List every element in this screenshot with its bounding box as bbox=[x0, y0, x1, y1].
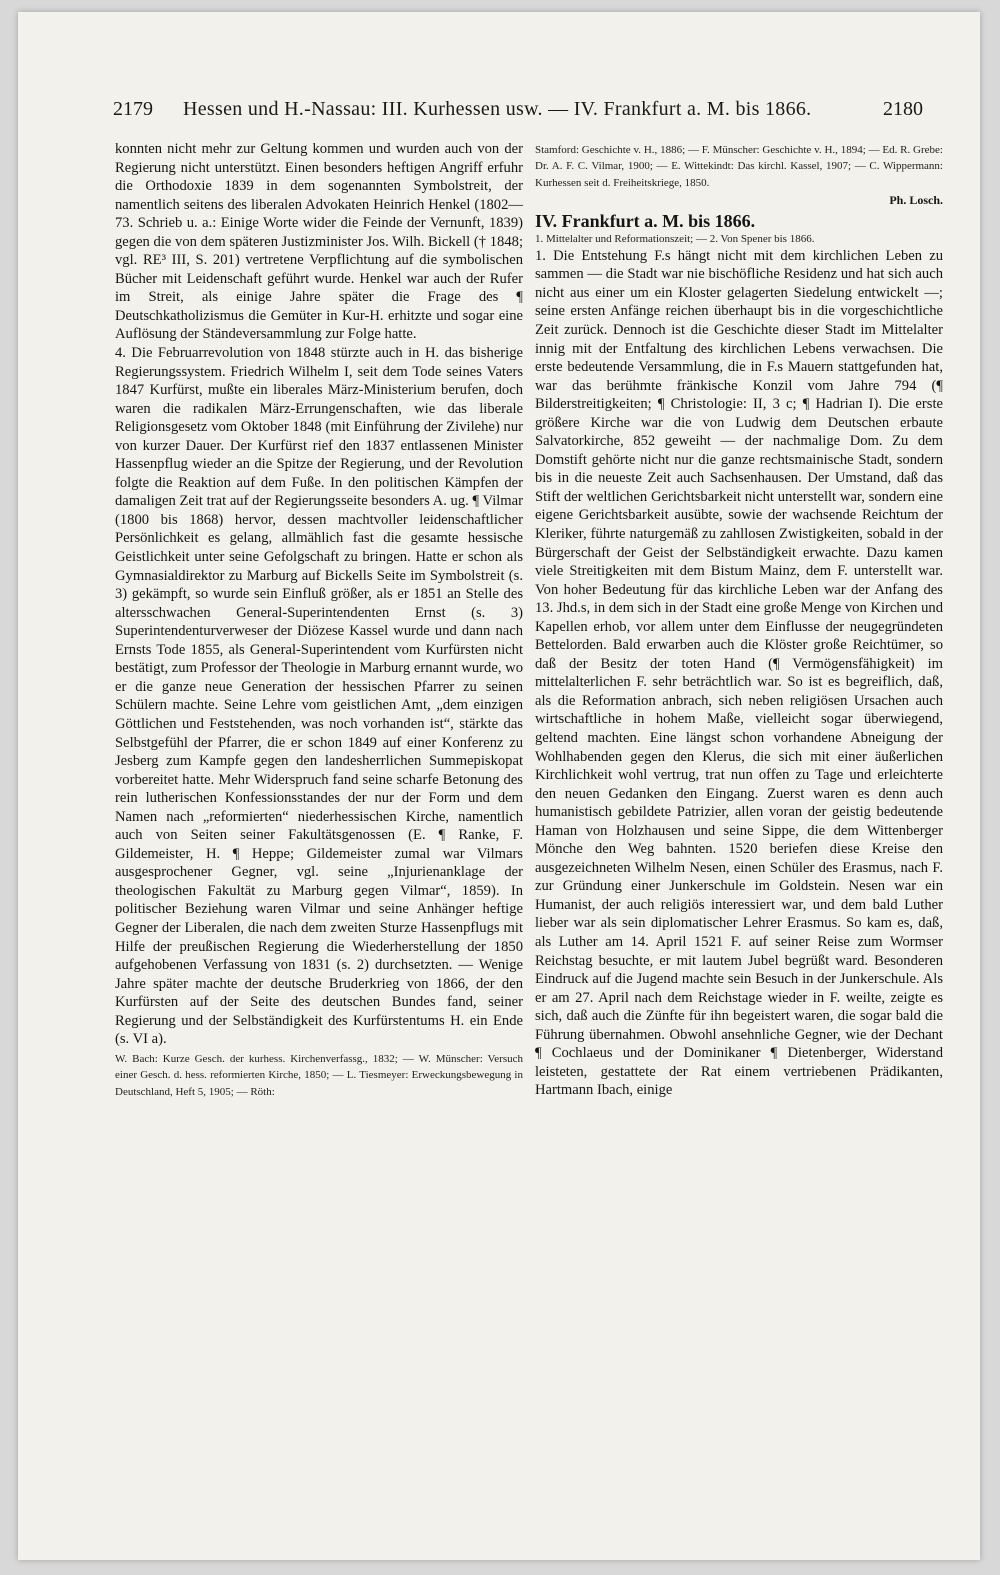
paragraph-section-4: 4. Die Februarrevolution von 1848 stürzte auch in H. das bisherige Regierungssystem. Friedrich Wilhelm I, seit dem Tode seines Vaters 1847 Kurfürst, mußte ein liberales März-Ministerium berufen, doch waren die radikalen März-Errungenschaften, wie das liberale Religionsgesetz vom Oktober 1848 (mit Einführung der Zivilehe) nur von kurzer Dauer. Der Kurfürst rief den 1837 entlassenen Minister Hassenpflug wieder an die Spitze der Regierung, und der Revolution folgte die Reaktion auf dem Fuße. In den politischen Kämpfen der damaligen Zeit trat auf der Regierungsseite besonders A. ug. ¶ Vilmar (1800 bis 1868) hervor, dessen machtvoller leidenschaftlicher Persönlichkeit es gelang, allmählich fast die gesamte hessische Geistlichkeit unter seine Gefolgschaft zu bringen. Hatte er schon als Gymnasialdirektor zu Marburg auf Bickells Seite im Symbolstreit (s. 3) gekämpft, so wurde sein Einfluß größer, als er 1851 an Stelle des altersschwachen General-Superintendenten Ernst (s. 3) Superintendenturverweser der Diözese Kassel wurde und dann nach Ernsts Tode 1855, als General-Superintendent vom Kurfürsten nicht bestätigt, zum Professor der Theologie in Marburg ernannt wurde, wo er die ganze neue Generation der hessischen Pfarrer zu seinen Schülern machte. Seine Lehre vom geistlichen Amt, „dem einzigen Göttlichen und Feststehenden, was noch vorhanden ist“, stärkte das Selbstgefühl der Pfarrer, die er schon 1849 auf einer Konferenz zu Jesberg zum Kampfe gegen den landesherrlichen Summepiskopat vorbereitet hatte. Mehr Widerspruch fand seine scharfe Betonung des rein lutherischen Konfessionsstandes der nur der Form und dem Namen nach „reformierten“ niederhessischen Kirche, namentlich auch von Seiten seiner Fakultätsgenossen (E. ¶ Ranke, F. Gildemeister, H. ¶ Heppe; Gildemeister zumal war Vilmars ausgesprochener Gegner, vgl. seine „Injurienanklage der theologischen Fakultät zu Marburg gegen Vilmar“, 1859). In politischer Beziehung waren Vilmar und seine Anhänger heftige Gegner der Liberalen, die nach dem zweiten Sturze Hassenpflugs mit Hilfe der preußischen Regierung die Wiederherstellung der 1850 aufgehobenen Verfassung von 1831 (s. 2) durchsetzten. — Wenige Jahre später machte der deutsche Bruderkrieg von 1866, der den Kurfürsten auf der Seite des deutschen Bundes fand, seiner Regierung und der Selbständigkeit des Kurfürstentums H. ein Ende (s. VI a). bbox=[115, 345, 523, 1048]
page-number-left: 2179 bbox=[113, 98, 153, 120]
page bbox=[18, 12, 980, 1560]
running-header bbox=[113, 98, 923, 132]
paragraph-symbolstreit: konnten nicht mehr zur Geltung kommen und wurden auch von der Regierung nicht unterstützt. Einen besonders heftigen Angriff erfuhr die Orthodoxie 1839 in dem sogenannten Symbolstreit, der namentlich seitens des liberalen Advokaten Heinrich Henkel (1802—73. Schrieb u. a.: Einige Worte wider die Feinde der Vernunft, 1839) gegen die von dem späteren Justizminister Jos. Wilh. Bickell († 1848; vgl. RE³ III, S. 201) vertretene Verpflichtung auf die symbolischen Bücher mit Leidenschaft geführt wurde. Henkel war auch der Rufer im Streit, als einige Jahre später die Frage des ¶ Deutschkatholizismus die Gemüter in Kur-H. erhitzte und sogar eine Auflösung der Ständeversammlung zur Folge hatte. bbox=[115, 141, 523, 343]
section-outline: 1. Mittelalter und Reformationszeit; — 2. Von Spener bis 1866. bbox=[535, 232, 815, 245]
author-signature: Ph. Losch. bbox=[889, 193, 943, 208]
literature-list: W. Bach: Kurze Gesch. der kurhess. Kirchenverfassg., 1832; — W. Münscher: Versuch einer Gesch. d. hess. reformierten Kirche, 1850; — L. Tiesmeyer: Erweckungsbewegung in Deutschland, Heft 5, 1905; — Röth: bbox=[115, 1052, 523, 1098]
literature-list-continued: Stamford: Geschichte v. H., 1886; — F. Münscher: Geschichte v. H., 1894; — Ed. R. Grebe: Dr. A. F. C. Vilmar, 1900; — E. Wittekindt: Das kirchl. Kassel, 1907; — C. Wippermann: Kurhessen seit d. Freiheitskriege, 1850. bbox=[535, 144, 943, 189]
right-column bbox=[535, 140, 943, 1100]
running-title: Hessen und H.-Nassau: III. Kurhessen usw. — IV. Frankfurt a. M. bis 1866. bbox=[183, 98, 812, 120]
paragraph-section-1: 1. Die Entstehung F.s hängt nicht mit dem kirchlichen Leben zu sammen — die Stadt war nie bischöfliche Residenz und hat sich auch nicht aus einer um ein Kloster gelagerten Siedelung entwickelt —; seine ersten Anfänge reichen überhaupt bis in die vorgeschichtliche Zeit zurück. Dennoch ist die Geschichte dieser Stadt im Mittelalter innig mit der Entfaltung des kirchlichen Lebens verwachsen. Die erste bedeutende Versammlung, die in F.s Mauern stattgefunden hat, war das berühmte fränkische Konzil vom Jahre 794 (¶ Bilderstreitigkeiten; ¶ Christologie: II, 3 c; ¶ Hadrian I). Die erste größere Kirche war die von Ludwig dem Deutschen erbaute Salvatorkirche, 852 geweiht — der nachmalige Dom. Zu dem Domstift gehörte nicht nur die ganze rechtsmainische Stadt, sondern bis in die neueste Zeit auch Sachsenhausen. Der Umstand, daß das Stift der weltlichen Gerichtsbarkeit nicht unterstellt war, sondern eine eigene Gerichtsbarkeit ausübte, sowie der wachsende Reichtum der Kleriker, führte naturgemäß zu zahllosen Zwistigkeiten, sobald in der Bürgerschaft der Geist der Selbständigkeit erwachte. Dazu kamen viele Streitigkeiten mit dem Bistum Mainz, dem F. unterstellt war. Von hoher Bedeutung für das kirchliche Leben war der Anfang des 13. Jhd.s, in dem sich in der Stadt eine große Menge von Kirchen und Kapellen erhob, vor allem unter dem Einflusse der neugegründeten Bettelorden. Bald erwarben auch die Klöster große Reichtümer, so daß der Besitz der toten Hand (¶ Vermögensfähigkeit) im mittelalterlichen F. sehr beträchtlich war. So ist es begreiflich, daß, als die Reformation anbrach, sich neben religiösen Ursachen auch wirtschaftliche in hohem Maße, vielleicht sogar überwiegend, geltend machten. Eine längst schon vorhandene Abneigung der Wohlhabenden gegen den Klerus, die sich mit einer äußerlichen Kirchlichkeit wohl vertrug, trat nun offen zu Tage und erleichterte den neuen Gedanken den Eingang. Zuerst waren es denn auch humanistisch gebildete Patrizier, allen voran der geistig bedeutende Haman von Holzhausen und seine Sippe, die dem Wittenberger Mönche den Weg bahnten. 1520 beriefen diese Kreise den ausgezeichneten Wilhelm Nesen, einen Schüler des Erasmus, nach F. zur Gründung einer Junkerschule im Goldstein. Nesen war ein Humanist, der auch religiös interessiert war, und dem bald Luther lieber war als sein diplomatischer Lehrer Erasmus. So kam es, daß, als Luther am 14. April 1521 F. auf seiner Reise zum Wormser Reichstag besuchte, er mit lautem Jubel begrüßt ward. Besonderen Eindruck auf die Jugend machte sein Besuch in der Junkerschule. Als er am 27. April nach dem Reichstage wieder in F. weilte, zeigte es sich, daß auch die Zünfte für ihn begeistert waren, die sogar bald die Führung übernahmen. Obwohl ansehnliche Gegner, wie der Dechant ¶ Cochlaeus und der Dominikaner ¶ Dietenberger, Widerstand leisteten, gestattete der Rat einem vertriebenen Prädikanten, Hartmann Ibach, einige bbox=[535, 247, 943, 1099]
page-number-right: 2180 bbox=[883, 98, 923, 120]
section-heading: IV. Frankfurt a. M. bis 1866. bbox=[535, 210, 756, 231]
left-column bbox=[115, 140, 523, 1100]
